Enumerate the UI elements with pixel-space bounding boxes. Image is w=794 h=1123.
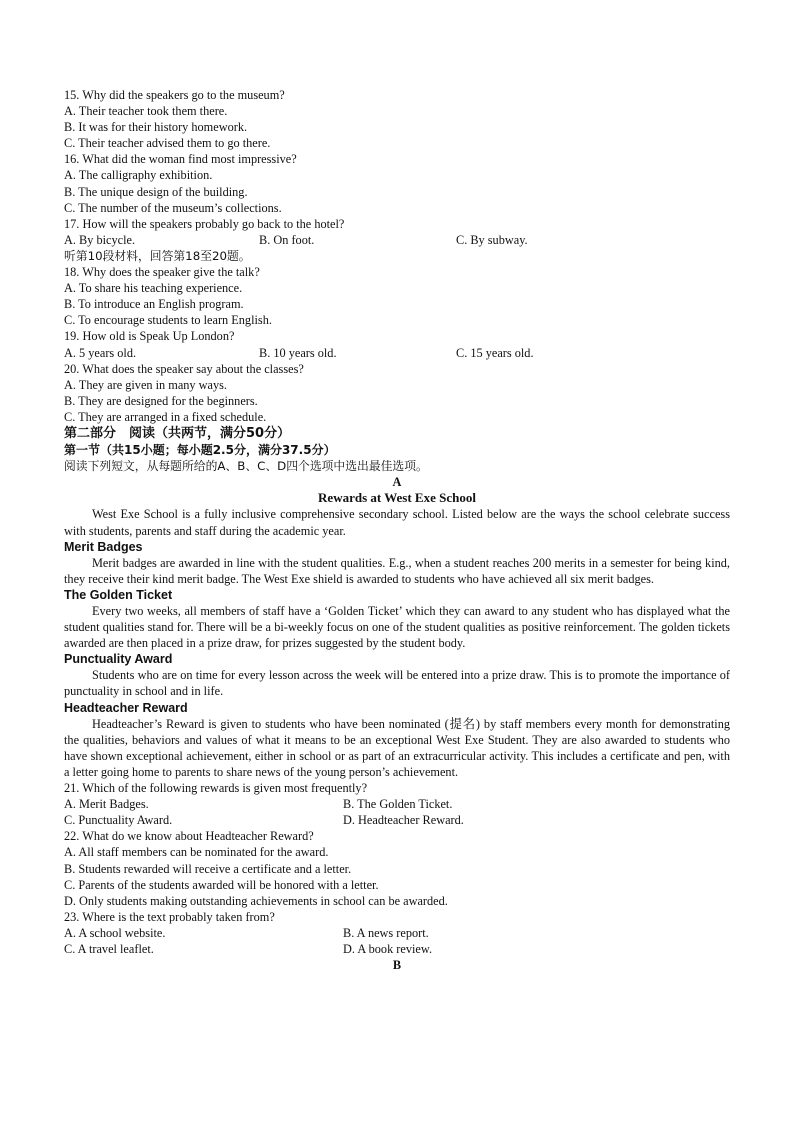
option-16a: A. The calligraphy exhibition. xyxy=(64,168,213,183)
section-text-merit-badges: Merit badges are awarded in line with the student qualities. E.g., when a student reaches 200 merits in a semester for being kind, they receive their kind merit badge. The West Exe shield is awarded to students who have achieved all six merit badges. xyxy=(64,555,730,586)
reading-instruction: 阅读下列短文，从每题所给的A、B、C、D四个选项中选出最佳选项。 xyxy=(64,459,428,474)
option-20b: B. They are designed for the beginners. xyxy=(64,393,258,408)
question-23: 23. Where is the text probably taken from? xyxy=(64,909,275,924)
options-23-row2 xyxy=(64,941,730,957)
option-21c: C. Punctuality Award. xyxy=(64,813,173,828)
question-15: 15. Why did the speakers go to the museum? xyxy=(64,88,285,102)
option-19a: A. 5 years old. xyxy=(64,345,137,360)
option-15b: B. It was for their history homework. xyxy=(64,120,248,135)
option-23a: A. A school website. xyxy=(64,925,166,940)
next-passage-letter: B xyxy=(392,958,402,973)
option-22b: B. Students rewarded will receive a certificate and a letter. xyxy=(64,861,352,876)
option-19c: C. 15 years old. xyxy=(456,345,534,360)
section-title: 第一节（共15小题；每小题2.5分，满分37.5分） xyxy=(64,443,336,458)
options-17 xyxy=(64,232,730,248)
option-15a: A. Their teacher took them there. xyxy=(64,104,228,119)
option-21d: D. Headteacher Reward. xyxy=(343,813,464,828)
option-17b: B. On foot. xyxy=(259,232,315,247)
section-text-headteacher-reward: Headteacher’s Reward is given to students who have been nominated (提名) by staff members every month for demonstrating the qualities, behaviors and values of what it means to be an exceptional West Exe Student. They are also awarded to students who have shown exceptional achievement, either in school or as part of an extracurricular activity. This includes a certificate and pen, with a letter going home to parents to share news of the young person’s achievement. xyxy=(64,716,730,779)
option-21b: B. The Golden Ticket. xyxy=(343,797,453,812)
options-21-row2 xyxy=(64,812,730,828)
material-note: 听第10段材料，回答第18至20题。 xyxy=(64,248,251,263)
section-heading-headteacher-reward: Headteacher Reward xyxy=(64,700,188,715)
option-18b: B. To introduce an English program. xyxy=(64,297,244,312)
option-20c: C. They are arranged in a fixed schedule. xyxy=(64,409,267,424)
question-16: 16. What did the woman find most impressive? xyxy=(64,152,297,167)
option-23b: B. A news report. xyxy=(343,925,429,940)
options-21-row1 xyxy=(64,796,730,812)
options-19 xyxy=(64,345,730,361)
option-16b: B. The unique design of the building. xyxy=(64,184,248,199)
question-18: 18. Why does the speaker give the talk? xyxy=(64,265,260,280)
option-23c: C. A travel leaflet. xyxy=(64,941,154,956)
question-19: 19. How old is Speak Up London? xyxy=(64,329,235,344)
option-22d: D. Only students making outstanding achievements in school can be awarded. xyxy=(64,893,448,908)
option-15c: C. Their teacher advised them to go there. xyxy=(64,136,271,151)
option-17c: C. By subway. xyxy=(456,232,528,247)
question-20: 20. What does the speaker say about the classes? xyxy=(64,361,304,376)
question-21: 21. Which of the following rewards is given most frequently? xyxy=(64,781,368,796)
option-17a: A. By bicycle. xyxy=(64,232,136,247)
option-22a: A. All staff members can be nominated for the award. xyxy=(64,845,329,860)
option-20a: A. They are given in many ways. xyxy=(64,377,228,392)
section-heading-punctuality-award: Punctuality Award xyxy=(64,652,173,667)
option-18c: C. To encourage students to learn English. xyxy=(64,313,272,328)
section-text-golden-ticket: Every two weeks, all members of staff have a ‘Golden Ticket’ which they can award to any student who has displayed what the student qualities stand for. There will be a bi-weekly focus on one of the student qualities as positive reinforcement. The golden tickets awarded are then placed in a prize draw, for prizes suggested by the student body. xyxy=(64,604,730,651)
option-16c: C. The number of the museum’s collections. xyxy=(64,200,282,215)
passage-letter: A xyxy=(392,475,402,490)
passage-title: Rewards at West Exe School xyxy=(318,490,476,506)
option-18a: A. To share his teaching experience. xyxy=(64,281,243,296)
section-text-punctuality-award: Students who are on time for every lesson across the week will be entered into a prize draw. This is to promote the importance of punctuality in school and in life. xyxy=(64,668,730,699)
option-19b: B. 10 years old. xyxy=(259,345,337,360)
option-22c: C. Parents of the students awarded will be honored with a letter. xyxy=(64,877,379,892)
exam-page xyxy=(64,87,730,973)
option-23d: D. A book review. xyxy=(343,941,433,956)
option-21a: A. Merit Badges. xyxy=(64,797,149,812)
part-title: 第二部分 阅读（共两节，满分50分） xyxy=(64,425,291,441)
passage-intro: West Exe School is a fully inclusive comprehensive secondary school. Listed below are the ways the school celebrate success with students, parents and staff during the academic year. xyxy=(64,507,730,538)
question-22: 22. What do we know about Headteacher Reward? xyxy=(64,829,314,844)
question-17: 17. How will the speakers probably go back to the hotel? xyxy=(64,216,345,231)
section-heading-merit-badges: Merit Badges xyxy=(64,539,143,554)
options-23-row1 xyxy=(64,925,730,941)
section-heading-golden-ticket: The Golden Ticket xyxy=(64,587,173,602)
